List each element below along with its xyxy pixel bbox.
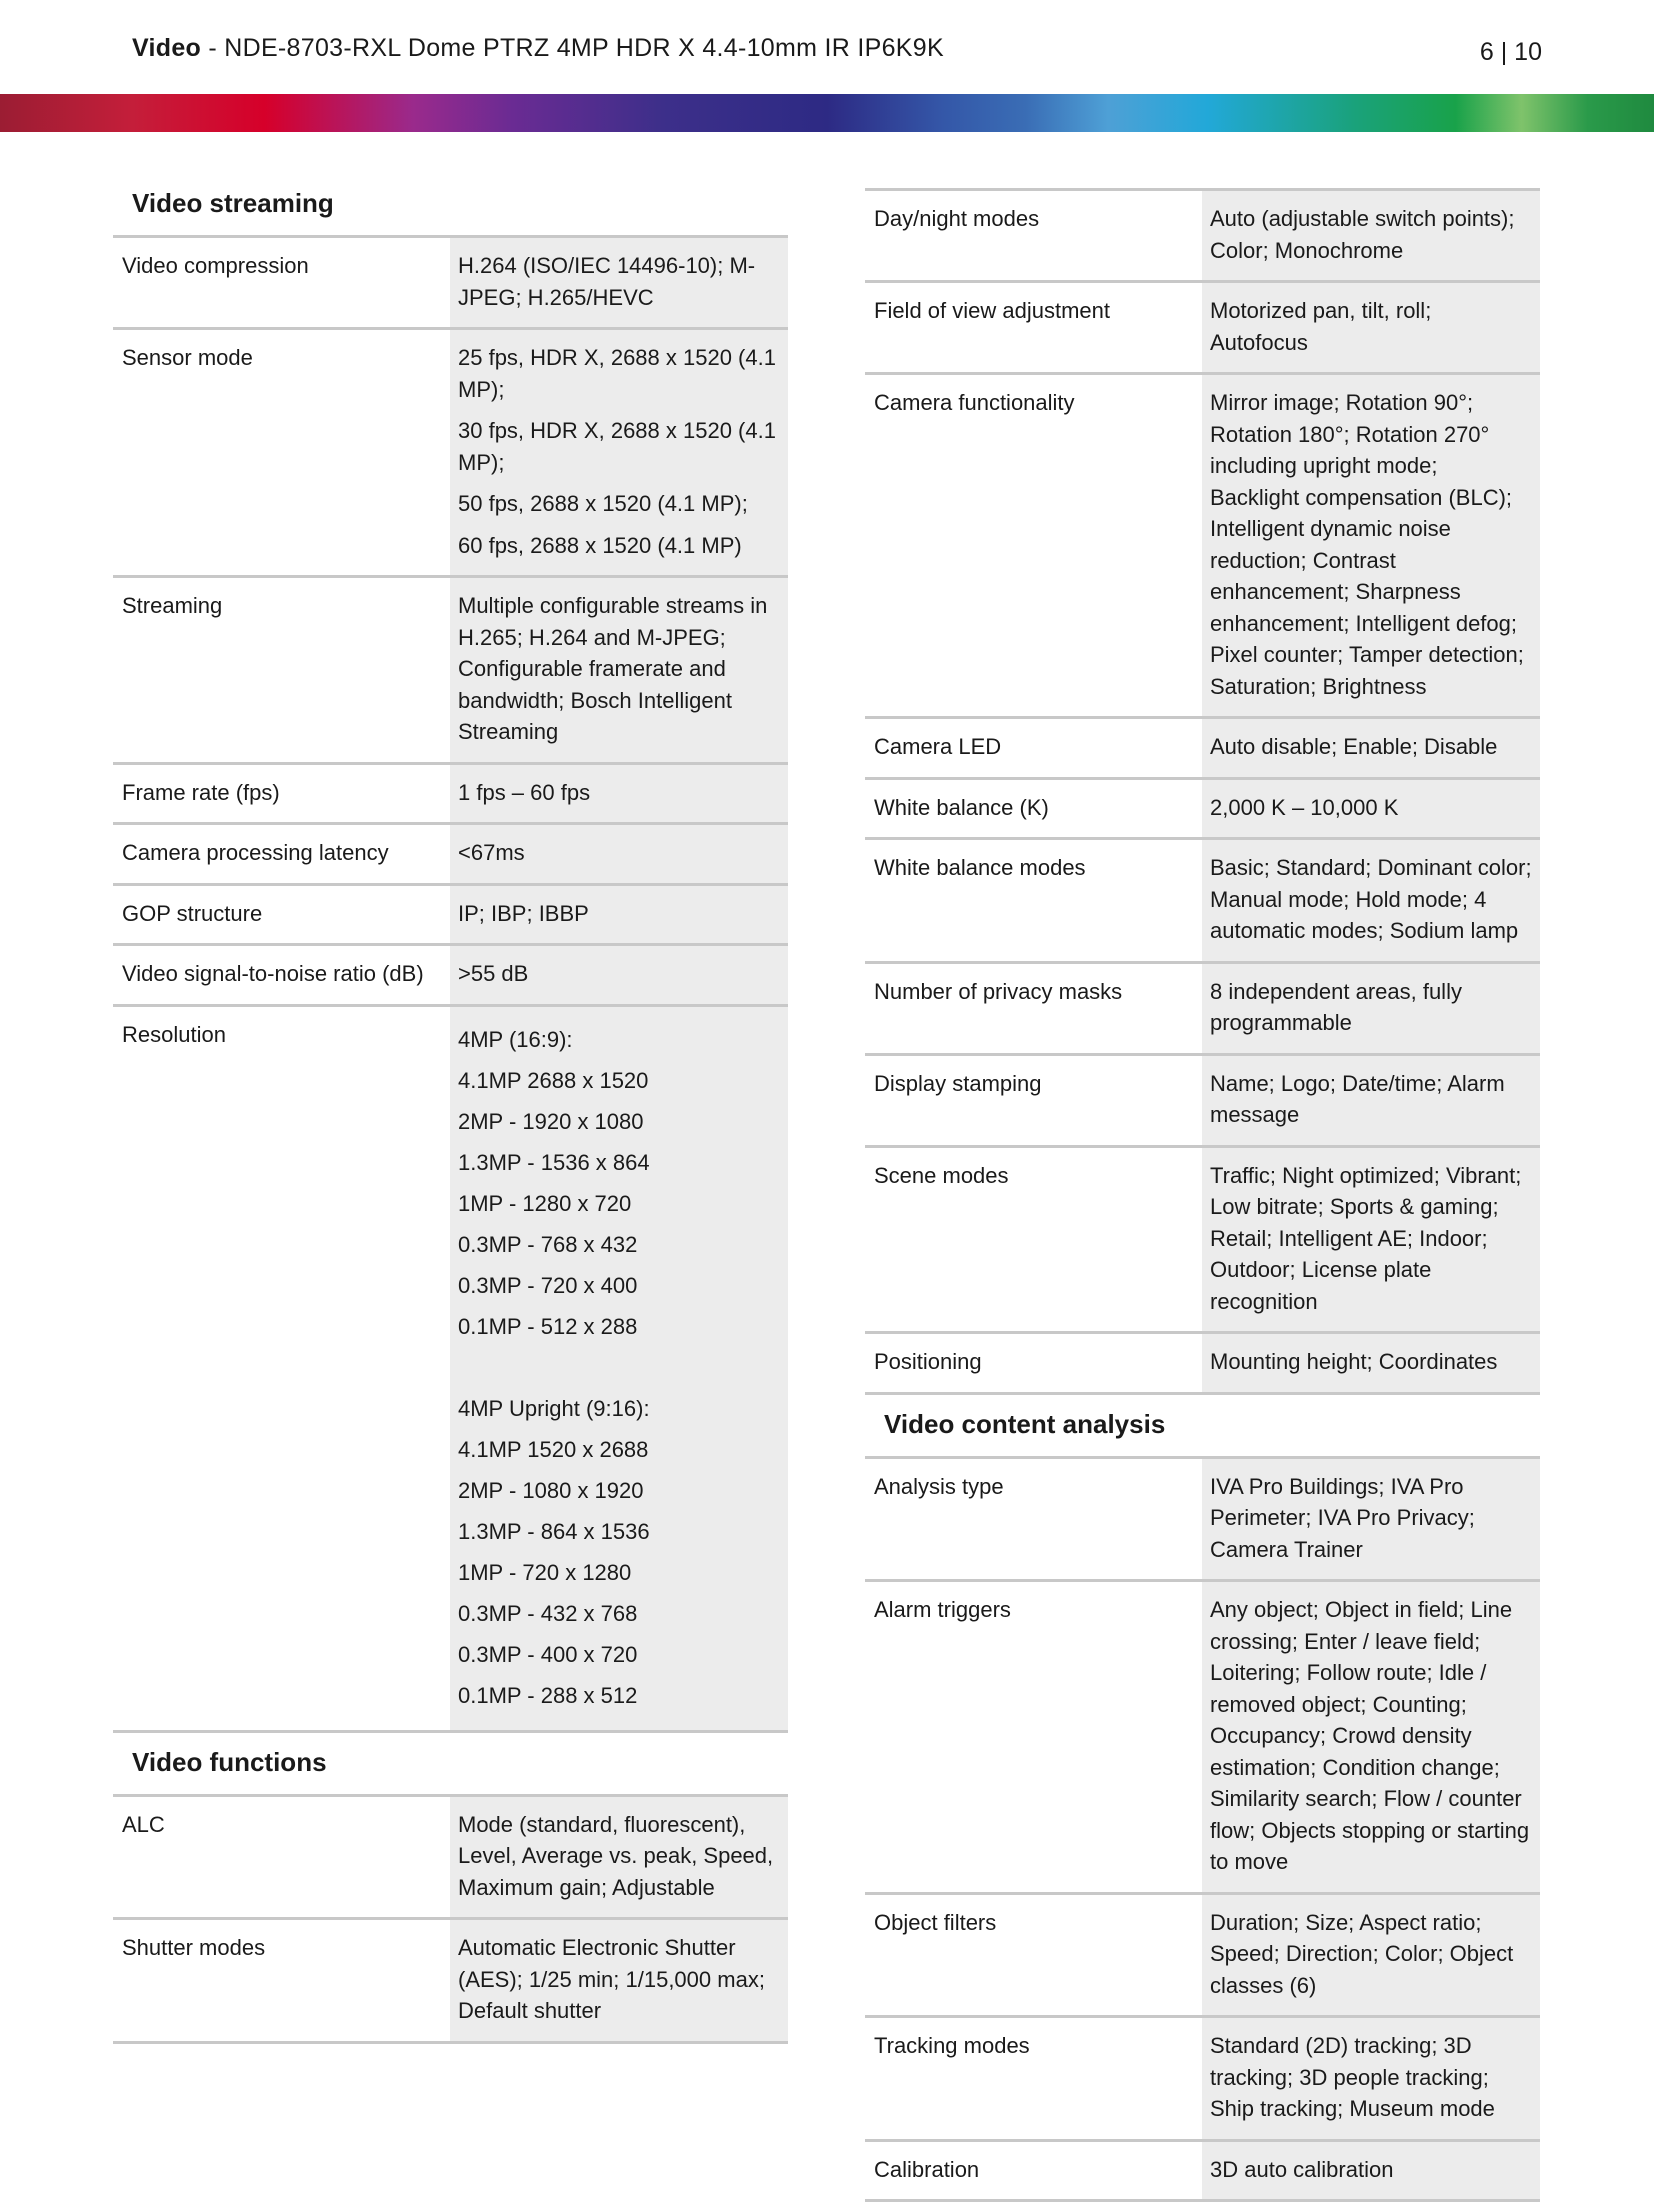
resolution-item: 0.3MP - 432 x 768 <box>458 1600 638 1626</box>
spec-key: Number of privacy masks <box>874 978 1123 1004</box>
spec-key: Display stamping <box>874 1070 1042 1096</box>
spec-value: >55 dB <box>450 945 788 1006</box>
table-row <box>113 329 788 577</box>
table-row <box>113 884 788 945</box>
spec-value: Standard (2D) tracking; 3D tracking; 3D people tracking; Ship tracking; Museum mode <box>1202 2017 1540 2141</box>
spec-value: 8 independent areas, fully programmable <box>1202 962 1540 1054</box>
table-row <box>113 1919 788 2043</box>
spec-key: White balance (K) <box>874 794 1049 820</box>
table-row <box>113 237 788 329</box>
sensor-mode-item: 60 fps, 2688 x 1520 (4.1 MP) <box>458 532 742 558</box>
spec-value: Duration; Size; Aspect ratio; Speed; Direction; Color; Object classes (6) <box>1202 1893 1540 2017</box>
table-row <box>865 374 1540 718</box>
resolution-item: 2MP - 1080 x 1920 <box>458 1477 644 1503</box>
spec-key: Video signal-to-noise ratio (dB) <box>122 961 424 986</box>
spec-key: Day/night modes <box>874 206 1040 231</box>
resolution-item: 1.3MP - 864 x 1536 <box>458 1518 650 1544</box>
table-row <box>865 1146 1540 1333</box>
resolution-item: 0.3MP - 400 x 720 <box>458 1641 638 1667</box>
sensor-mode-item: 25 fps, HDR X, 2688 x 1520 (4.1 MP); <box>458 345 776 402</box>
resolution-item: 4MP Upright (9:16): <box>458 1395 650 1421</box>
spec-key: Shutter modes <box>122 1935 266 1960</box>
table-row <box>865 1054 1540 1146</box>
spec-key: Scene modes <box>874 1162 1009 1188</box>
spec-value: Mode (standard, fluorescent), Level, Average vs. peak, Speed, Maximum gain; Adjustable <box>450 1795 788 1919</box>
spec-key: Calibration <box>874 2156 980 2182</box>
section-title-video-content-analysis: Video content analysis <box>884 1408 1166 1439</box>
page-number: 6 | 10 <box>1479 38 1542 66</box>
spec-key: Video compression <box>122 253 309 278</box>
spacer <box>458 1347 780 1388</box>
table-row <box>113 1005 788 1731</box>
sensor-mode-item: 30 fps, HDR X, 2688 x 1520 (4.1 MP); <box>458 418 776 475</box>
video-content-analysis-table <box>865 1456 1540 2203</box>
video-settings-table <box>865 188 1540 1395</box>
table-row <box>113 824 788 885</box>
spec-key: Tracking modes <box>874 2033 1030 2058</box>
table-row <box>865 839 1540 963</box>
resolution-item: 4.1MP 2688 x 1520 <box>458 1067 649 1093</box>
resolution-item: 0.3MP - 720 x 400 <box>458 1272 638 1298</box>
resolution-item: 1MP - 1280 x 720 <box>458 1190 632 1216</box>
spec-value: 1 fps – 60 fps <box>450 763 788 824</box>
spec-value: Name; Logo; Date/time; Alarm message <box>1202 1054 1540 1146</box>
spec-value: Mirror image; Rotation 90°; Rotation 180°; Rotation 270° including upright mode; Backlight compensation (BLC); Intelligent dynamic noise reduction; Contrast enhancement; Sharpness enhancement; Intelligent defog; Pixel counter; Tamper detection; Saturation; Brightness <box>1202 374 1540 718</box>
table-row <box>113 577 788 764</box>
category-label: Video <box>132 34 202 62</box>
spec-key: ALC <box>122 1811 165 1837</box>
spec-key: Streaming <box>122 593 223 618</box>
table-row <box>113 1795 788 1919</box>
spec-key: Positioning <box>874 1349 982 1374</box>
spec-value: <67ms <box>450 824 788 885</box>
spec-key: Camera LED <box>874 734 1002 759</box>
spec-value: Any object; Object in field; Line crossing; Enter / leave field; Loitering; Follow route; Idle / removed object; Counting; Occupancy; Crowd density estimation; Condition change; Similarity search; Flow / counter flow; Objects stopping or starting to move <box>1202 1581 1540 1894</box>
table-row <box>113 763 788 824</box>
spec-value: Auto disable; Enable; Disable <box>1202 718 1540 779</box>
spec-value <box>450 329 788 577</box>
table-row <box>865 1581 1540 1894</box>
spec-value: Auto (adjustable switch points); Color; Monochrome <box>1202 190 1540 282</box>
video-streaming-table <box>113 235 788 1733</box>
table-row <box>865 718 1540 779</box>
resolution-item: 0.1MP - 512 x 288 <box>458 1313 638 1339</box>
spec-value: Traffic; Night optimized; Vibrant; Low bitrate; Sports & gaming; Retail; Intelligent AE; Indoor; Outdoor; License plate recognition <box>1202 1146 1540 1333</box>
section-title-video-functions: Video functions <box>132 1746 327 1777</box>
resolution-item: 2MP - 1920 x 1080 <box>458 1108 644 1134</box>
page-header <box>132 34 1542 74</box>
spec-value: IVA Pro Buildings; IVA Pro Perimeter; IVA Pro Privacy; Camera Trainer <box>1202 1457 1540 1581</box>
spec-key: Alarm triggers <box>874 1597 1011 1622</box>
table-row <box>865 962 1540 1054</box>
spec-value: Basic; Standard; Dominant color; Manual mode; Hold mode; 4 automatic modes; Sodium lamp <box>1202 839 1540 963</box>
spec-key: Sensor mode <box>122 345 253 370</box>
spec-value: Multiple configurable streams in H.265; H.264 and M-JPEG; Configurable framerate and bandwidth; Bosch Intelligent Streaming <box>450 577 788 764</box>
resolution-item: 4.1MP 1520 x 2688 <box>458 1436 649 1462</box>
table-row <box>113 945 788 1006</box>
spec-key: Analysis type <box>874 1473 1004 1499</box>
table-row <box>865 1333 1540 1394</box>
table-row <box>865 2140 1540 2201</box>
spec-key: Field of view adjustment <box>874 298 1110 323</box>
spec-value: 2,000 K – 10,000 K <box>1202 778 1540 839</box>
table-row <box>865 1893 1540 2017</box>
spec-key: White balance modes <box>874 855 1086 880</box>
spec-key: Frame rate (fps) <box>122 779 280 805</box>
spec-key: Resolution <box>122 1021 226 1047</box>
spec-key: Camera functionality <box>874 390 1075 415</box>
resolution-item: 4MP (16:9): <box>458 1026 573 1052</box>
spec-value: Automatic Electronic Shutter (AES); 1/25 min; 1/15,000 max; Default shutter <box>450 1919 788 2043</box>
resolution-list <box>450 1005 788 1731</box>
table-row <box>865 282 1540 374</box>
product-name: - NDE-8703-RXL Dome PTRZ 4MP HDR X 4.4-10mm IR IP6K9K <box>201 34 944 62</box>
brand-color-band <box>0 94 1654 132</box>
resolution-item: 1.3MP - 1536 x 864 <box>458 1149 650 1175</box>
document-title <box>132 34 944 63</box>
spec-value: Mounting height; Coordinates <box>1202 1333 1540 1394</box>
spec-key: Object filters <box>874 1909 997 1935</box>
spec-value: H.264 (ISO/IEC 14496-10); M-JPEG; H.265/HEVC <box>450 237 788 329</box>
resolution-item: 1MP - 720 x 1280 <box>458 1559 632 1585</box>
left-column <box>113 178 788 2044</box>
table-row <box>865 190 1540 282</box>
spec-key: GOP structure <box>122 900 263 926</box>
table-row <box>865 2017 1540 2141</box>
section-title-video-streaming: Video streaming <box>132 188 334 218</box>
resolution-item: 0.3MP - 768 x 432 <box>458 1231 638 1257</box>
spec-key: Camera processing latency <box>122 840 389 865</box>
video-functions-table <box>113 1794 788 2044</box>
table-row <box>865 1457 1540 1581</box>
sensor-mode-item: 50 fps, 2688 x 1520 (4.1 MP); <box>458 491 748 516</box>
table-row <box>865 778 1540 839</box>
resolution-item: 0.1MP - 288 x 512 <box>458 1682 638 1708</box>
right-column <box>865 188 1540 2202</box>
spec-value: Motorized pan, tilt, roll; Autofocus <box>1202 282 1540 374</box>
spec-value: IP; IBP; IBBP <box>450 884 788 945</box>
spec-value: 3D auto calibration <box>1202 2140 1540 2201</box>
